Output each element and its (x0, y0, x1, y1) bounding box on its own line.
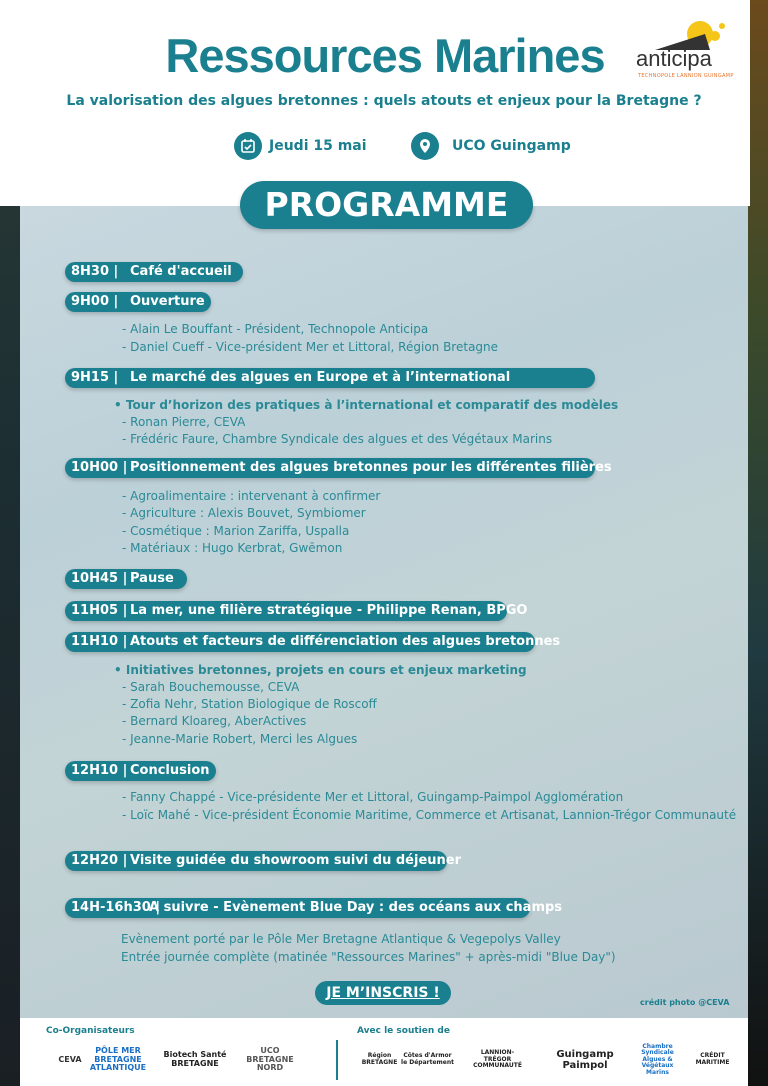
event-date (234, 133, 367, 159)
support-label: Avec le soutien de (357, 1026, 450, 1036)
schedule-title: La mer, une filière stratégique - Philippe Renan, BPGO (130, 603, 528, 618)
schedule-time: 9H00 | (71, 294, 119, 309)
sponsor-logo: CRÉDIT MARITIME (695, 1052, 730, 1066)
anticipa-wordmark: anticipa (636, 46, 712, 71)
schedule-title: Atouts et facteurs de différenciation des algues bretonnes (130, 634, 561, 649)
schedule-time: 8H30 | (71, 264, 119, 279)
schedule-detail: - Alain Le Bouffant - Président, Technopole Anticipa (122, 322, 429, 336)
schedule-item-bar (65, 569, 187, 589)
schedule-time: 12H10 | (71, 763, 128, 778)
programme-heading: PROGRAMME (240, 181, 533, 229)
subtitle: La valorisation des algues bretonnes : quels atouts et enjeux pour la Bretagne ? (66, 93, 702, 109)
sponsor-logo: Côtes d'Armor le Département (401, 1052, 454, 1066)
anticipa-logo (630, 12, 740, 78)
photo-credit: crédit photo @CEVA (640, 998, 730, 1007)
partner-logo: CEVA (58, 1054, 82, 1064)
schedule-time: 10H45 | (71, 571, 128, 586)
schedule-detail: - Fanny Chappé - Vice-présidente Mer et Littoral, Guingamp-Paimpol Agglomération (122, 790, 624, 804)
partner-logo: UCO BRETAGNE NORD (246, 1045, 294, 1073)
schedule-detail: - Agriculture : Alexis Bouvet, Symbiomer (122, 506, 366, 520)
schedule-detail: - Matériaux : Hugo Kerbrat, Gwēmon (122, 541, 343, 555)
schedule-item-bar (65, 292, 211, 312)
schedule-time: 10H00 | (71, 460, 128, 475)
schedule-title: A suivre - Evènement Blue Day : des océans aux champs (149, 900, 563, 915)
sponsor-logo: Chambre Syndicale Algues & Végétaux Marins (641, 1042, 674, 1076)
event-date-text: Jeudi 15 mai (269, 138, 367, 154)
schedule-time: 11H05 | (71, 603, 128, 618)
schedule-detail: - Frédéric Faure, Chambre Syndicale des algues et des Végétaux Marins (122, 432, 553, 446)
partner-logo: Biotech Santé BRETAGNE (163, 1050, 227, 1068)
schedule-detail: - Bernard Kloareg, AberActives (122, 714, 307, 728)
calendar-icon (234, 132, 262, 160)
schedule-detail: - Sarah Bouchemousse, CEVA (122, 680, 300, 694)
schedule-detail: - Agroalimentaire : intervenant à confirmer (122, 489, 381, 503)
schedule-item-bar (65, 601, 528, 621)
anticipa-tagline: TECHNOPOLE LANNION GUINGAMP (638, 73, 734, 79)
schedule-detail: - Jeanne-Marie Robert, Merci les Algues (122, 732, 358, 746)
schedule-title: Positionnement des algues bretonnes pour les différentes filières (130, 460, 612, 475)
schedule-time: 11H10 | (71, 634, 128, 649)
schedule-item-bar (65, 458, 612, 478)
register-button[interactable]: JE M’INSCRIS ! (315, 981, 451, 1005)
sponsor-logo: Région BRETAGNE (361, 1052, 398, 1066)
event-location-text: UCO Guingamp (452, 138, 571, 154)
schedule-item-bar (65, 898, 563, 918)
schedule-title: Ouverture (130, 294, 205, 309)
schedule-item-bar (65, 851, 462, 871)
schedule-time: 14H-16h30 | (71, 900, 161, 915)
partner-logo: PÔLE MER BRETAGNE ATLANTIQUE (89, 1045, 147, 1073)
schedule-detail: Entrée journée complète (matinée "Ressources Marines" + après-midi "Blue Day") (121, 950, 616, 964)
sponsor-logo: Guingamp Paimpol (556, 1049, 614, 1071)
schedule-item-bar (65, 761, 216, 781)
schedule-detail: - Ronan Pierre, CEVA (122, 415, 246, 429)
schedule-time: 9H15 | (71, 370, 119, 385)
schedule-detail: - Loïc Mahé - Vice-président Économie Maritime, Commerce et Artisanat, Lannion-Trégor Communauté (122, 808, 737, 822)
schedule-detail: - Zofia Nehr, Station Biologique de Roscoff (122, 697, 377, 711)
schedule-time: 12H20 | (71, 853, 128, 868)
background-photo-edge (748, 0, 768, 1086)
location-pin-icon (411, 132, 439, 160)
sponsor-logo: LANNION-TRÉGOR COMMUNAUTÉ (473, 1049, 522, 1070)
event-location (411, 133, 571, 159)
co-organisers-label: Co-Organisateurs (46, 1026, 135, 1036)
schedule-detail: - Cosmétique : Marion Zariffa, Uspalla (122, 524, 350, 538)
schedule-title: Le marché des algues en Europe et à l’international (130, 370, 511, 385)
schedule-title: Café d'accueil (130, 264, 232, 279)
schedule-title: Visite guidée du showroom suivi du déjeuner (130, 853, 462, 868)
schedule-title: Conclusion (130, 763, 210, 778)
footer-divider (336, 1040, 338, 1080)
page-title: Ressources Marines (165, 29, 605, 82)
schedule-detail: - Daniel Cueff - Vice-président Mer et Littoral, Région Bretagne (122, 340, 499, 354)
schedule-detail: • Initiatives bretonnes, projets en cours et enjeux marketing (114, 663, 527, 677)
schedule-item-bar (65, 632, 561, 652)
schedule-detail: Evènement porté par le Pôle Mer Bretagne Atlantique & Vegepolys Valley (121, 932, 561, 946)
schedule-title: Pause (130, 571, 174, 586)
schedule-item-bar (65, 368, 595, 388)
schedule-detail: • Tour d’horizon des pratiques à l’international et comparatif des modèles (114, 398, 619, 412)
schedule-item-bar (65, 262, 243, 282)
